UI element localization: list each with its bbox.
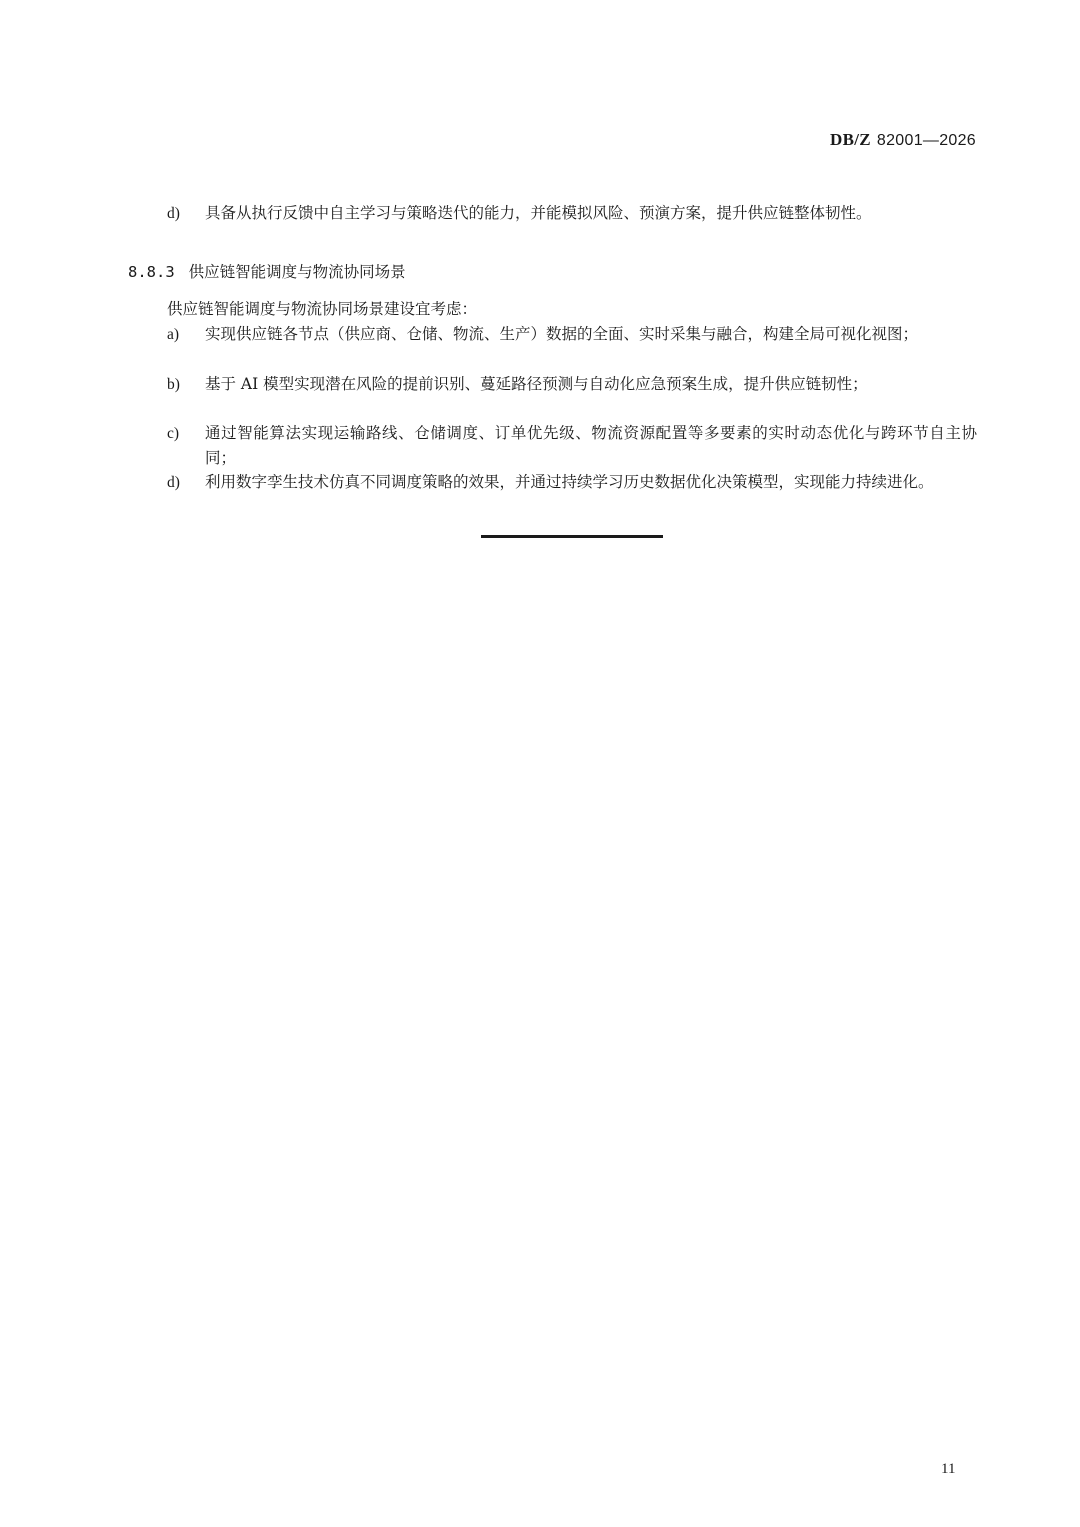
list-item-c <box>167 421 977 471</box>
list-item-prev-d <box>167 201 977 226</box>
list-item-marker: c) <box>167 425 180 442</box>
section-number: 8.8.3 <box>128 263 175 281</box>
list-item-d <box>167 470 977 495</box>
list-item-marker: b) <box>167 376 180 393</box>
document-code-prefix: DB/Z <box>830 130 871 149</box>
section-heading <box>128 260 406 285</box>
list-item-text: 实现供应链各节点（供应商、仓储、物流、生产）数据的全面、实时采集与融合，构建全局可视化视图； <box>205 325 919 343</box>
list-item-marker: d) <box>167 474 180 491</box>
list-item-text: 具备从执行反馈中自主学习与策略迭代的能力，并能模拟风险、预演方案，提升供应链整体韧性。 <box>205 204 872 222</box>
section-intro: 供应链智能调度与物流协同场景建设宜考虑： <box>167 300 478 318</box>
end-of-document-rule <box>481 535 663 538</box>
list-item-marker: d) <box>167 205 180 222</box>
list-item-marker: a) <box>167 326 180 343</box>
document-code <box>830 130 976 150</box>
list-item-text: 利用数字孪生技术仿真不同调度策略的效果，并通过持续学习历史数据优化决策模型，实现能力持续进化。 <box>205 473 934 491</box>
list-item-text: 基于 AI 模型实现潜在风险的提前识别、蔓延路径预测与自动化应急预案生成，提升供应链韧性； <box>205 375 868 393</box>
section-title: 供应链智能调度与物流协同场景 <box>188 263 406 281</box>
document-code-number: 82001—2026 <box>876 132 976 149</box>
page-number: 11 <box>941 1461 956 1477</box>
list-item-b <box>167 372 977 397</box>
list-item-a <box>167 322 977 347</box>
list-item-text: 通过智能算法实现运输路线、仓储调度、订单优先级、物流资源配置等多要素的实时动态优化与跨环节自主协同； <box>205 424 977 467</box>
